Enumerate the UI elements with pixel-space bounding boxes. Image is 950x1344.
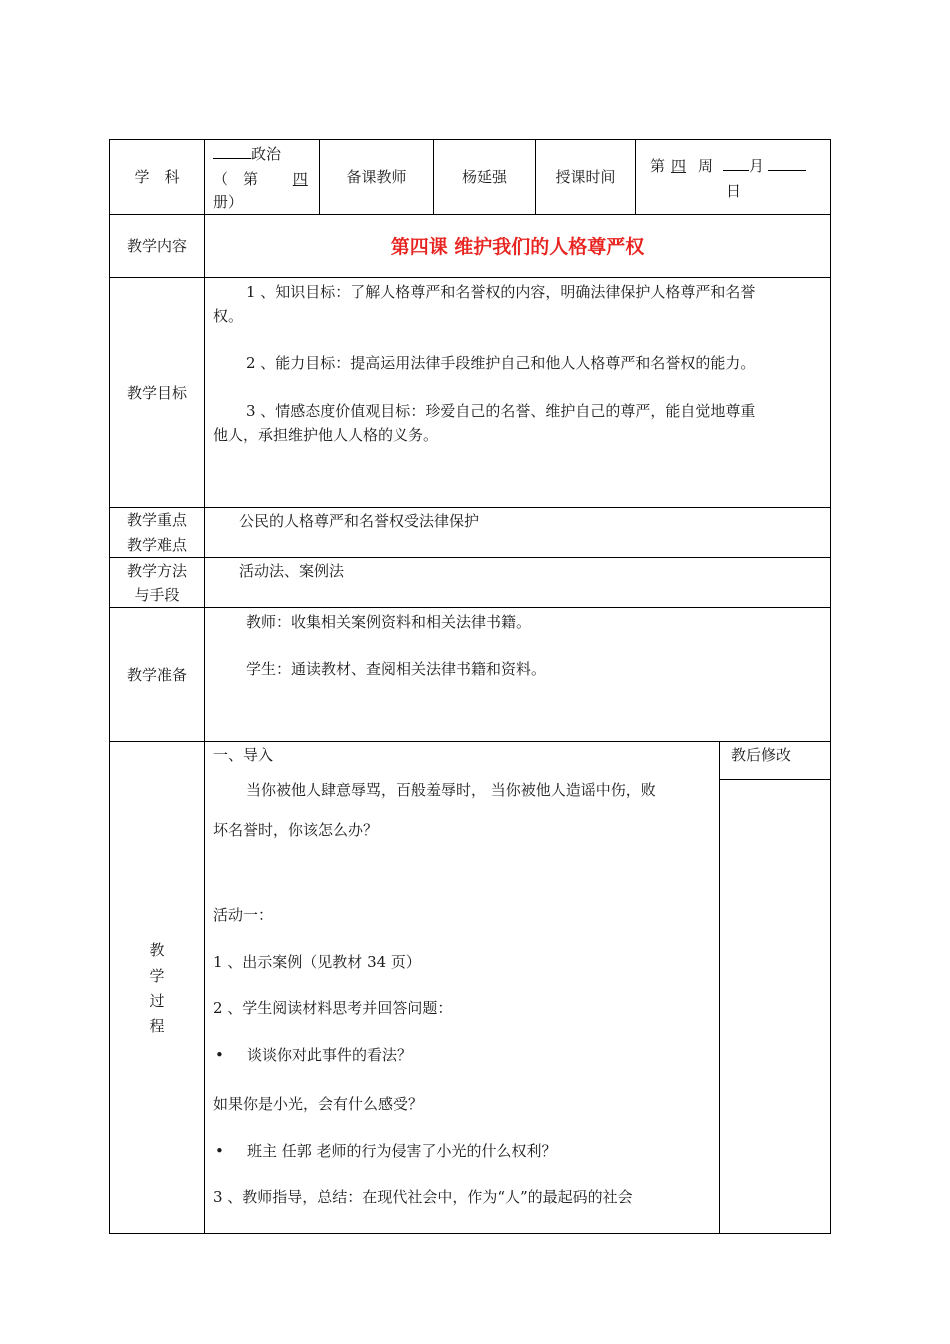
subject-volume: [213, 169, 308, 189]
goal-1-line-1: 1 、知识目标：了解人格尊严和名誉权的内容，明确法律保护人格尊严和名誉: [246, 283, 756, 301]
subject-label: 学 科: [134, 168, 180, 186]
revision-column-divider: [719, 741, 720, 1234]
bullet-2: •: [215, 1142, 224, 1160]
teacher-name: 杨延强: [461, 168, 507, 186]
row-divider-keypoints: [109, 557, 831, 558]
teacher-label: 备课教师: [346, 168, 407, 186]
week-suffix: 周: [698, 157, 714, 175]
key-points-label: 教学重点: [126, 511, 187, 529]
goal-3-line-2: 他人，承担维护他人人格的义务。: [213, 426, 439, 444]
row-divider-header: [109, 214, 831, 215]
methods-text: 活动法、案例法: [239, 562, 345, 580]
goal-3-line-1: 3 、情感态度价值观目标：珍爱自己的名誉、维护自己的尊严，能自觉地尊重: [246, 402, 756, 420]
activity-heading: 活动一：: [213, 906, 274, 924]
question-1: 谈谈你对此事件的看法？: [247, 1046, 413, 1064]
table-border-top: [109, 139, 831, 140]
table-border-bottom: [109, 1233, 831, 1234]
revision-header-divider: [719, 779, 831, 780]
table-border-right: [830, 139, 831, 1234]
subject-volume-close: 册）: [213, 193, 244, 211]
step-2: 2 、学生阅读材料思考并回答问题：: [213, 999, 453, 1017]
time-label: 授课时间: [555, 168, 616, 186]
question-2: 如果你是小光，会有什么感受？: [213, 1095, 424, 1113]
header-divider-4: [635, 139, 636, 214]
table-border-left: [109, 139, 110, 1234]
preparation-student: 学生：通读教材、查阅相关法律书籍和资料。: [246, 660, 547, 678]
volume-number: 四: [292, 170, 308, 188]
lesson-title: 第四课 维护我们的人格尊严权: [390, 236, 645, 258]
row-divider-methods: [109, 607, 831, 608]
revision-label: 教后修改: [731, 746, 792, 764]
lesson-date: [650, 156, 806, 176]
goal-2: 2 、能力目标：提高运用法律手段维护自己和他人人格尊严和名誉权的能力。: [246, 354, 756, 372]
process-intro: 一、导入: [213, 746, 274, 764]
month-suffix: 月: [749, 157, 765, 175]
bullet-1: •: [215, 1046, 224, 1064]
volume-open: （ 第: [213, 170, 259, 188]
subject-value: [213, 144, 281, 164]
key-points-text: 公民的人格尊严和名誉权受法律保护: [239, 512, 480, 530]
subject-name: 政治: [251, 145, 282, 163]
step-3: 3 、教师指导，总结：在现代社会中，作为“人”的最起码的社会: [213, 1188, 633, 1206]
step-1: 1 、出示案例（见教材 34 页）: [213, 953, 421, 971]
difficult-points-label: 教学难点: [126, 536, 187, 554]
row-divider-content: [109, 277, 831, 278]
content-label: 教学内容: [126, 237, 187, 255]
preparation-teacher: 教师：收集相关案例资料和相关法律书籍。: [246, 613, 532, 631]
process-label-char-1: 教: [149, 941, 165, 959]
process-label-char-2: 学: [149, 967, 165, 985]
goal-1-line-2: 权。: [213, 307, 244, 325]
process-paragraph-line-1: 当你被他人肆意辱骂，百般羞辱时， 当你被他人造谣中伤，败: [246, 781, 656, 799]
row-divider-preparation: [109, 741, 831, 742]
week-prefix: 第: [650, 157, 666, 175]
goals-label: 教学目标: [126, 384, 187, 402]
methods-label-2: 与手段: [134, 586, 180, 604]
day-suffix: 日: [726, 182, 742, 200]
methods-label: 教学方法: [126, 562, 187, 580]
process-label-char-3: 过: [149, 992, 165, 1010]
week-number: 四: [671, 157, 687, 175]
row-divider-goals: [109, 507, 831, 508]
preparation-label: 教学准备: [126, 666, 187, 684]
label-column-divider: [204, 139, 205, 1234]
process-label-char-4: 程: [149, 1017, 165, 1035]
question-3: 班主 任郭 老师的行为侵害了小光的什么权利？: [247, 1142, 557, 1160]
process-paragraph-line-2: 坏名誉时，你该怎么办？: [213, 821, 379, 839]
